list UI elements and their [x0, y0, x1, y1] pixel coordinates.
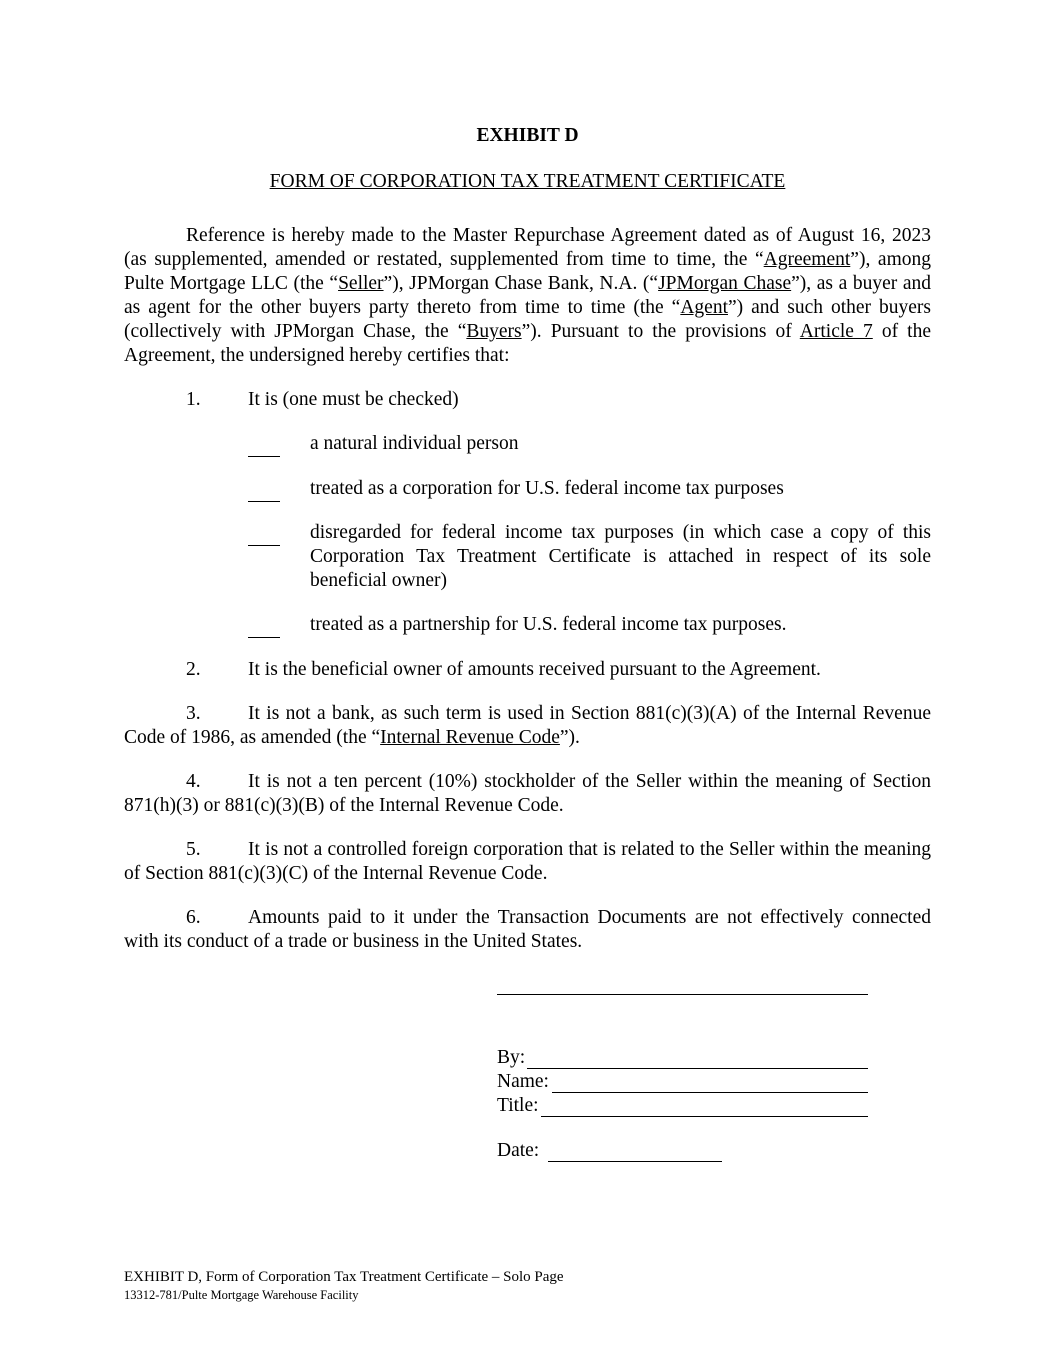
- title-field-line[interactable]: [541, 1096, 868, 1117]
- name-label: Name:: [497, 1071, 549, 1092]
- option-natural-person: a natural individual person: [310, 433, 519, 454]
- item-3-paragraph: 3. It is not a bank, as such term is used in Section 881(c)(3)(A) of the Internal Revenue Code of 1986, as amended (the “Internal Revenue Code”).: [124, 703, 931, 748]
- checkbox-blank-disregarded[interactable]: [248, 521, 280, 546]
- checkbox-blank-corporation[interactable]: [248, 477, 280, 502]
- defined-term-jpmorgan: JPMorgan Chase: [658, 273, 792, 294]
- option-corporation: treated as a corporation for U.S. federal income tax purposes: [310, 478, 784, 499]
- defined-term-seller: Seller: [338, 273, 384, 294]
- item-1-number: 1.: [186, 389, 201, 410]
- item-2-text: It is the beneficial owner of amounts received pursuant to the Agreement.: [248, 659, 821, 680]
- name-field-line[interactable]: [552, 1072, 868, 1093]
- date-field-line[interactable]: [548, 1141, 722, 1162]
- certificate-subtitle: FORM OF CORPORATION TAX TREATMENT CERTIFICATE: [269, 171, 786, 192]
- defined-term-buyers: Buyers: [466, 321, 522, 342]
- item-4-number: 4.: [186, 771, 201, 792]
- item-3-number: 3.: [186, 703, 201, 724]
- item-6-number: 6.: [186, 907, 201, 928]
- intro-paragraph: Reference is hereby made to the Master Repurchase Agreement dated as of August 16, 2023 (as supplemented, amended or restated, supplemented from time to time, the “Agreement”), among Pulte Mortgage LLC (the “Seller”), JPMorgan Chase Bank, N.A. (“JPMorgan Chase”), as a buyer and as agent for the other buyers party thereto from time to time (the “Agent”) and such other buyers (collectively with JPMorgan Chase, the “Buyers”). Pursuant to the provisions of Article 7 of the Agreement, the undersigned hereby certifies that:: [124, 225, 932, 366]
- defined-term-irc: Internal Revenue Code: [380, 727, 560, 748]
- item-4-paragraph: 4. It is not a ten percent (10%) stockholder of the Seller within the meaning of Section 871(h)(3) or 881(c)(3)(B) of the Internal Revenue Code.: [124, 771, 931, 816]
- checkbox-blank-natural-person[interactable]: [248, 432, 280, 457]
- by-label: By:: [497, 1047, 526, 1068]
- item-1-text: It is (one must be checked): [248, 389, 459, 410]
- item-5-paragraph: 5. It is not a controlled foreign corporation that is related to the Seller within the meaning of Section 881(c)(3)(C) of the Internal Revenue Code.: [124, 839, 931, 884]
- item-6-paragraph: 6. Amounts paid to it under the Transaction Documents are not effectively connected with its conduct of a trade or business in the United States.: [124, 907, 931, 952]
- item-5-number: 5.: [186, 839, 201, 860]
- exhibit-title: EXHIBIT D: [476, 125, 579, 146]
- by-signature-line[interactable]: [527, 1048, 868, 1069]
- checkbox-blank-partnership[interactable]: [248, 613, 280, 638]
- title-label: Title:: [497, 1095, 539, 1116]
- footer-exhibit-line: EXHIBIT D, Form of Corporation Tax Treatment Certificate – Solo Page: [124, 1269, 564, 1285]
- article-reference: Article 7: [799, 321, 873, 342]
- date-label: Date:: [497, 1140, 540, 1161]
- option-disregarded: disregarded for federal income tax purposes (in which case a copy of this Corporation Tax Treatment Certificate is attached in respect of its sole beneficial owner): [310, 522, 931, 591]
- entity-name-line[interactable]: [497, 994, 868, 995]
- footer-doc-id: 13312-781/Pulte Mortgage Warehouse Facility: [124, 1288, 359, 1302]
- item-2-number: 2.: [186, 659, 201, 680]
- defined-term-agreement: Agreement: [763, 249, 851, 270]
- option-partnership: treated as a partnership for U.S. federal income tax purposes.: [310, 614, 787, 635]
- defined-term-agent: Agent: [680, 297, 728, 318]
